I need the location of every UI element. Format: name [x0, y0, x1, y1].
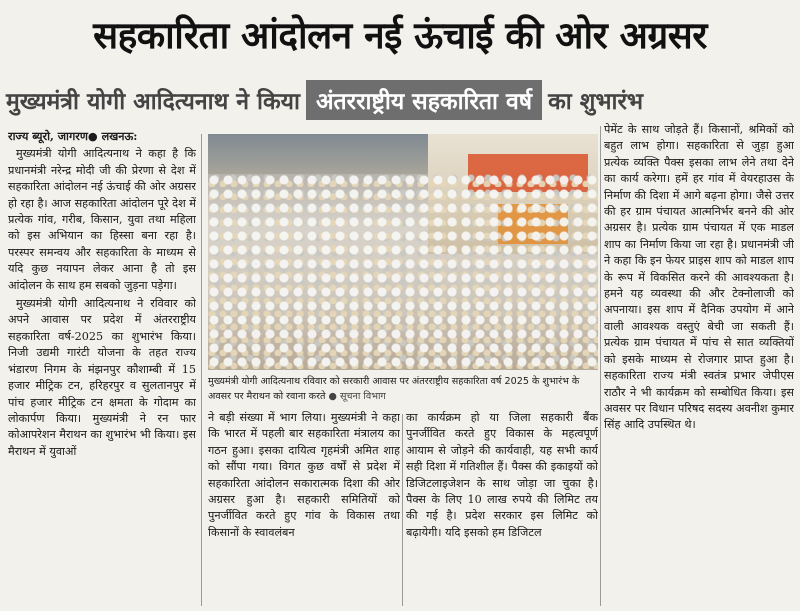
subheadline-prefix: मुख्यमंत्री योगी आदित्यनाथ ने किया	[6, 89, 300, 115]
photo-caption	[208, 374, 600, 406]
subheadline-suffix: का शुभारंभ	[548, 89, 644, 115]
dateline: राज्य ब्यूरो, जागरण● लखनऊ:	[8, 129, 138, 143]
paragraph: पेमेंट के साथ जोड़ते हैं। किसानों, श्रमिकों को बहुत लाभ होगा। सहकारिता से जुड़ा हुआ प्रत्येक व्यक्ति पैक्स इसका लाभ लेने तथा देने का कार्य करेगा। हमें हर गांव में वेयरहाउस के निर्माण की दिशा में आगे बढ़ना होगा। जैसे उत्तर की हर ग्राम पंचायत आत्मनिर्भर बनने की ओर अग्रसर है। प्रत्येक ग्राम पंचायत में एक माडल शाप का निर्माण किया जा रहा है। प्रधानमंत्री जी ने कहा कि इन फेयर प्राइस शाप को माडल शाप के रूप में विकसित करने की आवश्यकता है। हमने यह व्यवस्था की और टेक्नोलाजी को अपनाया। इस शाप में दैनिक उपयोग में आने वाली आवश्यक वस्तुएं बेची जा सकती हैं। प्रत्येक ग्राम पंचायत में पांच से सात व्यक्तियों को इसके माध्यम से रोजगार प्राप्त हुआ है। सहकारिता राज्य मंत्री स्वतंत्र प्रभार जेपीएस राठौर ने भी कार्यक्रम को सम्बोधित किया। इस अवसर पर विधान परिषद सदस्य अवनीश कुमार सिंह आदि उपस्थित थे।	[604, 123, 794, 432]
photo-crowd	[208, 174, 598, 370]
news-photo	[208, 134, 598, 370]
paragraph: मुख्यमंत्री योगी आदित्यनाथ ने रविवार को अपने आवास पर प्रदेश में अंतरराष्ट्रीय सहकारिता वर्ष-2025 का शुभारंभ किया। निजी उद्यमी गारंटी योजना के तहत राज्य भंडारण निगम के मंझनपुर कौशाम्बी में 15 हजार मीट्रिक टन, हरिहरपुर व सुलतानपुर में पांच हजार मीट्रिक टन क्षमता के गोदाम का लोकार्पण किया। मुख्यमंत्री ने रन फार कोआपरेशन मैराथन का शुभारंभ भी किया। इस मैराथन में युवाओं	[8, 297, 196, 458]
headline: सहकारिता आंदोलन नई ऊंचाई की ओर अग्रसर	[93, 14, 707, 57]
subheadline	[0, 74, 800, 126]
column-divider	[402, 414, 403, 606]
subheadline-highlight: अंतरराष्ट्रीय सहकारिता वर्ष	[306, 80, 542, 120]
paragraph: का कार्यक्रम हो या जिला सहकारी बैंक पुनर्जीवित करते हुए विकास के महत्वपूर्ण आयाम से जोड़ने की कार्यवाही, यह सभी कार्य सही दिशा में गतिशील हैं। पैक्स की इकाइयों को डिजिटलाइजेशन के साथ जोड़ा जा चुका है। पैक्स के लिए 10 लाख रुपये की लिमिट तय की गई है। प्रदेश सरकार इस लिमिट को बढ़ायेगी। यदि इसको हम डिजिटल	[406, 411, 598, 539]
column-divider	[600, 126, 601, 606]
photo-credit: ● सूचना विभाग	[328, 391, 386, 402]
article-column-1	[8, 128, 196, 608]
article-column-3	[406, 410, 598, 610]
caption-text: मुख्यमंत्री योगी आदित्यनाथ रविवार को सरकारी आवास पर अंतरराष्ट्रीय सहकारिता वर्ष 2025 के शुभारंभ के अवसर पर मैराथन को रवाना करते	[208, 376, 580, 402]
paragraph: ने बड़ी संख्या में भाग लिया। मुख्यमंत्री ने कहा कि भारत में पहली बार सहकारिता मंत्रालय का गठन हुआ। इसका दायित्व गृहमंत्री अमित शाह को सौंपा गया। विगत कुछ वर्षों से प्रदेश में सहकारिता आंदोलन सकारात्मक दिशा की ओर अग्रसर हुआ है। सहकारी समितियों को पुनर्जीवित करते हुए गांव के विकास तथा किसानों के स्वावलंबन	[208, 411, 400, 539]
column-divider	[201, 134, 202, 606]
article-column-2	[208, 410, 400, 610]
paragraph: मुख्यमंत्री योगी आदित्यनाथ ने कहा है कि प्रधानमंत्री नरेन्द्र मोदी जी की प्रेरणा से देश में सहकारिता आंदोलन नई ऊंचाई की ओर अग्रसर हो रहा है। आज सहकारिता आंदोलन पूरे देश में प्रत्येक गांव, गरीब, किसान, युवा तथा महिला को इस अभियान का हिस्सा बना रहा है। परस्पर समन्वय और सहकारिता के माध्यम से यदि कुछ नयापन लेकर आना है तो इस आंदोलन के साथ हम सबको जुड़ना पड़ेगा।	[8, 147, 196, 292]
photo-background	[208, 134, 438, 174]
article-column-4	[604, 122, 794, 608]
